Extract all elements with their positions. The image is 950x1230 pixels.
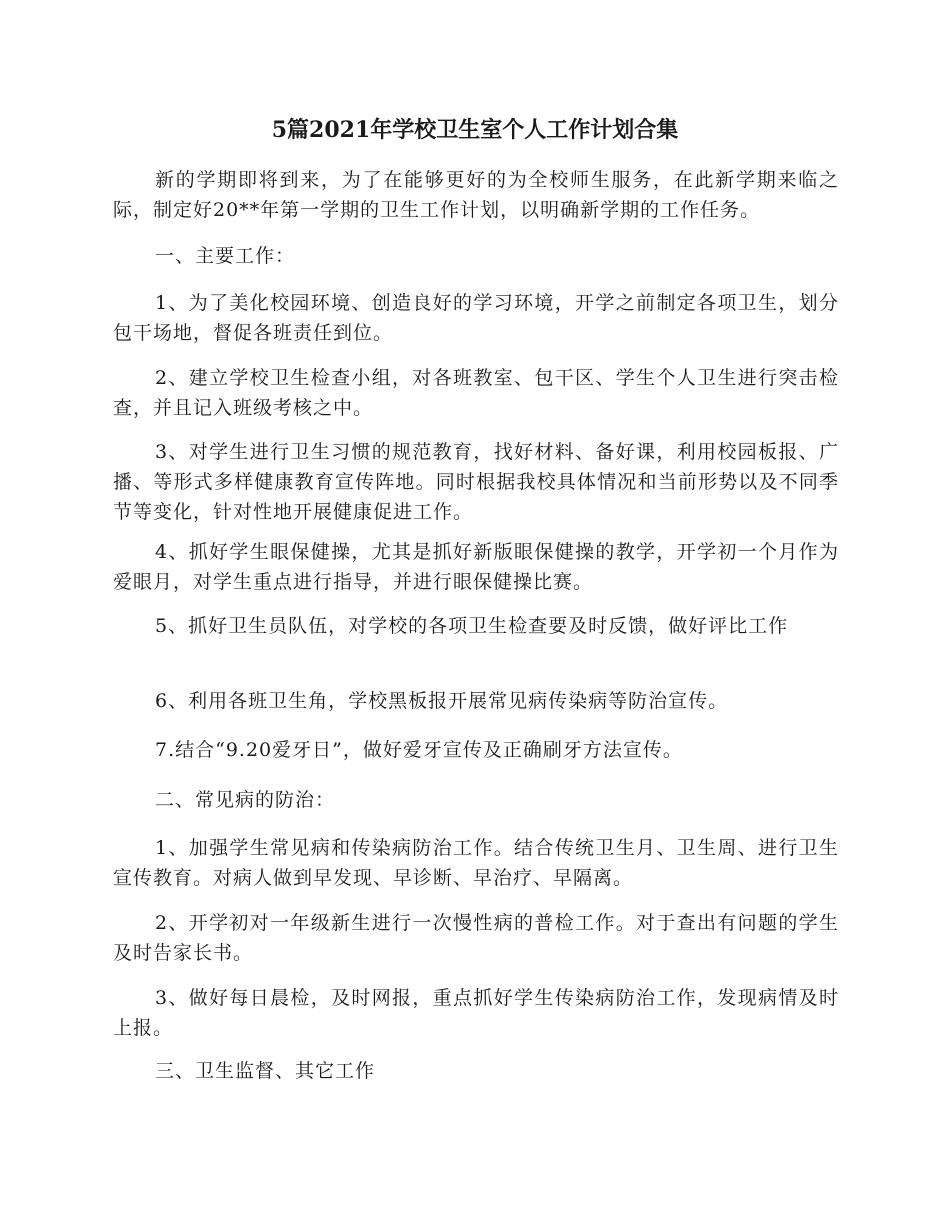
paragraph-item-7: 7.结合“9.20爱牙日”，做好爱牙宣传及正确刷牙方法宣传。 [155, 739, 683, 761]
paragraph-item-2: 2、建立学校卫生检查小组，对各班教室、包干区、学生个人卫生进行突击检查，并且记入班级考核之中。 [113, 367, 839, 419]
section-heading-health-supervision: 三、卫生监督、其它工作 [155, 1060, 376, 1082]
paragraph-disease-2: 2、开学初对一年级新生进行一次慢性病的普检工作。对于查出有问题的学生及时告家长书。 [113, 912, 839, 964]
paragraph-item-3: 3、对学生进行卫生习惯的规范教育，找好材料、备好课，利用校园板报、广播、等形式多样健康教育宣传阵地。同时根据我校具体情况和当前形势以及不同季节等变化，针对性地开展健康促进工作。 [113, 441, 839, 523]
paragraph-item-4: 4、抓好学生眼保健操，尤其是抓好新版眼保健操的教学，开学初一个月作为爱眼月，对学生重点进行指导，并进行眼保健操比赛。 [113, 541, 839, 593]
paragraph-disease-3: 3、做好每日晨检，及时网报，重点抓好学生传染病防治工作，发现病情及时上报。 [113, 987, 839, 1039]
paragraph-intro: 新的学期即将到来，为了在能够更好的为全校师生服务，在此新学期来临之际，制定好20**年第一学期的卫生工作计划，以明确新学期的工作任务。 [113, 169, 839, 221]
section-heading-main-work: 一、主要工作： [155, 245, 296, 267]
document-title: 5篇2021年学校卫生室个人工作计划合集 [271, 117, 679, 143]
paragraph-item-1: 1、为了美化校园环境、创造良好的学习环境，开学之前制定各项卫生，划分包干场地，督促各班责任到位。 [113, 292, 839, 344]
section-heading-disease-prevention: 二、常见病的防治： [155, 789, 336, 811]
paragraph-disease-1: 1、加强学生常见病和传染病防治工作。结合传统卫生月、卫生周、进行卫生宣传教育。对病人做到早发现、早诊断、早治疗、早隔离。 [113, 837, 839, 889]
paragraph-item-6: 6、利用各班卫生角，学校黑板报开展常见病传染病等防治宣传。 [155, 690, 729, 712]
paragraph-item-5: 5、抓好卫生员队伍，对学校的各项卫生检查要及时反馈，做好评比工作 [155, 615, 789, 637]
